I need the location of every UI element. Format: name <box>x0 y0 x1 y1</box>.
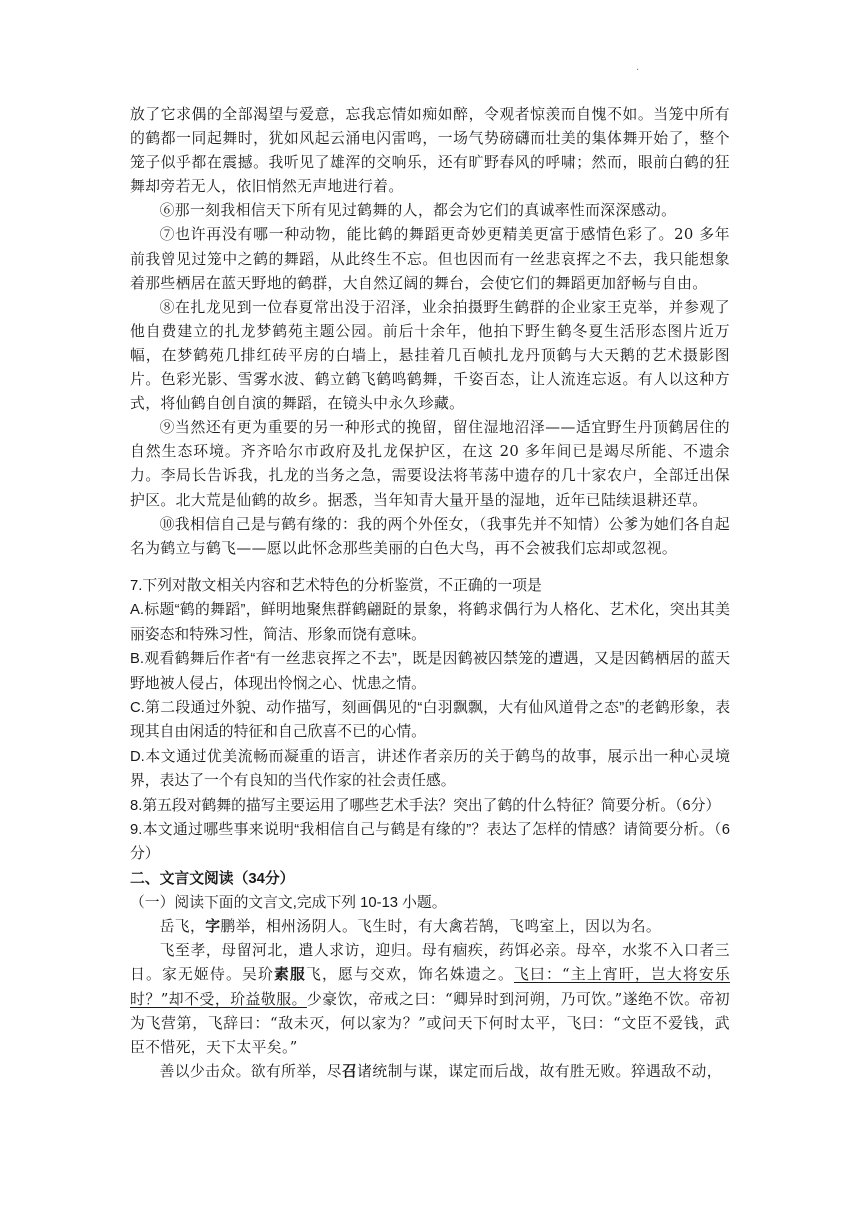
question-list <box>130 574 730 867</box>
paragraph-9: ⑨当然还有更为重要的另一种形式的挽留，留住湿地沼泽——适宜野生丹顶鹤居住的自然生态环境。齐齐哈尔市政府及扎龙保护区，在这 20 多年间已是竭尽所能、不遗余力。李局长告诉我，扎龙的当务之急，需要设法将苇荡中遗存的几十家农户，全部迁出保护区。北大荒是仙鹤的故乡。据悉，当年知青大量开垦的湿地，近年已陆续退耕还草。 <box>130 419 730 509</box>
paragraph-7: ⑦也许再没有哪一种动物，能比鹤的舞蹈更奇妙更精美更富于感情色彩了。20 多年前我曾见过笼中之鹤的舞蹈，从此终生不忘。但也因而有一丝悲哀挥之不去，我只能想象着那些栖居在蓝天野地的鹤群，大自然辽阔的舞台，会使它们的舞蹈更加舒畅与自由。 <box>130 226 730 292</box>
question-7: 7.下列对散文相关内容和艺术特色的分析鉴赏，不正确的一项是 <box>130 578 542 594</box>
question-7-option-a: A.标题“鹤的舞蹈”，鲜明地聚焦群鹤翩跹的景象，将鹤求偶行为人格化、艺术化，突出其美丽姿态和特殊习性，简洁、形象而饶有意味。 <box>130 602 730 643</box>
classical-paragraph-2 <box>130 939 730 1060</box>
bold-keyword: 召 <box>341 1063 358 1081</box>
underlined-sentence: 飞曰：“主上宵旰，岂大将安乐时？”却不受，玠益敬服。 <box>130 966 731 1008</box>
question-9: 9.本文通过哪些事来说明“我相信自己与鹤是有缘的”？表达了怎样的情感？请简要分析。（6分） <box>130 822 730 863</box>
question-8: 8.第五段对鹤舞的描写主要运用了哪些艺术手法？突出了鹤的什么特征？简要分析。（6分） <box>130 797 721 814</box>
text-run: 少豪饮，帝戒之曰：“卿异时到河朔，乃可饮。”遂绝不饮。帝初为飞营第，飞辞曰：“敌未灭，何以家为？”或问天下何时太平，飞曰：“文臣不爱钱，武臣不惜死，天下太平矣。” <box>130 990 730 1057</box>
text-run: 岳飞， <box>159 918 206 935</box>
classical-paragraph-1 <box>130 915 730 939</box>
classical-chinese-passage <box>130 915 730 1084</box>
paragraph-10: ⑩我相信自己是与鹤有缘的：我的两个外侄女，（我事先并不知情）公爹为她们各自起名为鹤立与鹤飞——愿以此怀念那些美丽的白色大鸟，再不会被我们忘却或忽视。 <box>130 515 730 557</box>
text-run: 诸统制与谋，谋定而后战，故有胜无败。猝遇敌不动， <box>357 1063 722 1081</box>
question-7-option-d: D.本文通过优美流畅而凝重的语言，讲述作者亲历的关于鹤鸟的故事，展示出一种心灵境界，表达了一个有良知的当代作家的社会责任感。 <box>130 748 730 790</box>
classical-paragraph-3 <box>130 1060 730 1084</box>
bold-keyword: 素服 <box>274 966 307 984</box>
text-run: 飞，愿与交欢，饰名姝遗之。 <box>306 966 515 984</box>
subsection-instruction: （一）阅读下面的文言文,完成下列 10-13 小题。 <box>130 895 447 911</box>
prose-passage <box>130 103 730 561</box>
question-7-option-c: C.第二段通过外貌、动作描写，刻画偶见的“白羽飘飘，大有仙风道骨之态”的老鹤形象，表现其自由闲适的特征和自己欣喜不已的心情。 <box>130 700 730 741</box>
question-7-option-b: B.观看鹤舞后作者“有一丝悲哀挥之不去”，既是因鹤被囚禁笼的遭遇，又是因鹤栖居的蓝天野地被人侵占，体现出怜悯之心、忧患之情。 <box>130 651 730 692</box>
paragraph-5-continued: 放了它求偶的全部渴望与爱意，忘我忘情如痴如醉，令观者惊羡而自愧不如。当笼中所有的鹤都一同起舞时，犹如风起云涌电闪雷鸣，一场气势磅礴而壮美的集体舞开始了，整个笼子似乎都在震撼。我听见了雄浑的交响乐，还有旷野春风的呼啸；然而，眼前白鹤的狂舞却旁若无人，依旧悄然无声地进行着。 <box>130 106 730 196</box>
text-run: 飞至孝，母留河北，遣人求访，迎归。母有痼疾，药饵必亲。母卒，水浆不入口者三日。家无姬侍。吴玠 <box>130 942 730 984</box>
paragraph-8: ⑧在扎龙见到一位春夏常出没于沼泽，业余拍摄野生鹤群的企业家王克举，并参观了他自费建立的扎龙梦鹤苑主题公园。前后十余年，他拍下野生鹤冬夏生活形态图片近万幅，在梦鹤苑几排红砖平房的白墙上，悬挂着几百帧扎龙丹顶鹤与大天鹅的艺术摄影图片。色彩光影、雪雾水波、鹤立鹤飞鹤鸣鹤舞，千姿百态，让人流连忘返。有人以这种方式，将仙鹤自创自演的舞蹈，在镜头中永久珍藏。 <box>130 298 730 413</box>
text-run: 善以少击众。欲有所举，尽 <box>159 1063 342 1081</box>
text-run: 鹏举，相州汤阴人。飞生时，有大禽若鹄，飞鸣室上，因以为名。 <box>220 918 662 935</box>
section-heading: 二、文言文阅读（34分） <box>130 871 295 887</box>
paragraph-6: ⑥那一刻我相信天下所有见过鹤舞的人，都会为它们的真诚率性而深深感动。 <box>159 202 677 220</box>
page-corner-dot: . <box>636 62 640 73</box>
bold-keyword: 字 <box>205 918 221 935</box>
